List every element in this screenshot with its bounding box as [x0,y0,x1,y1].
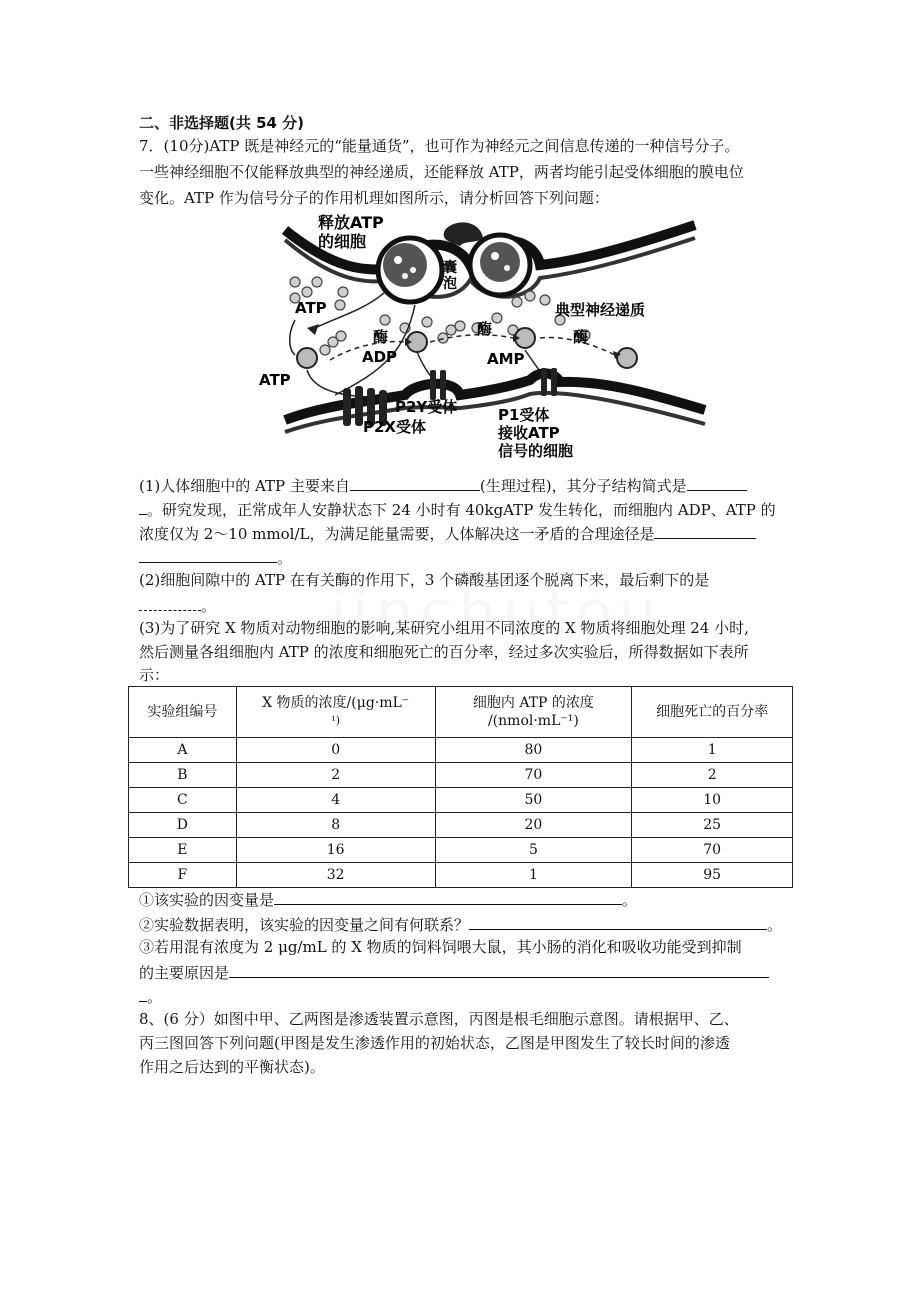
answer-blank-4[interactable] [139,594,201,611]
answer-blank-5[interactable] [274,890,622,905]
q7-sub1-text-c: 。研究发现，正常成年人安静状态下 24 小时有 40kgATP 发生转化，而细胞内 ADP、ATP 的 [147,501,776,519]
table-row: A 0 80 1 [129,738,793,763]
header-x-concentration: X 物质的浓度/(μg·mL⁻ ¹) [236,687,435,738]
label-release-cell-1: 释放ATP [318,213,384,232]
header-death-rate: 细胞死亡的百分率 [632,687,793,738]
label-enzyme-3: 酶 [573,328,589,346]
answer-blank-1[interactable] [350,474,480,491]
answer-blank-7[interactable] [229,961,769,978]
q7-sub3-line-1: (3)为了研究 X 物质对动物细胞的影响,某研究小组用不同浓度的 X 物质将细胞处理 24 小时, [139,619,749,637]
q7-q3-3-line-3 [139,985,162,1007]
label-enzyme-2: 酶 [477,320,493,338]
section-title: 二、非选择题(共 54 分) [139,114,305,132]
label-typical-transmitter: 典型神经递质 [555,301,646,319]
label-release-cell-2: 的细胞 [318,232,367,251]
q7-sub1-line-1 [139,474,747,496]
q7-sub1-text-b: (生理过程)，其分子结构简式是 [479,477,687,495]
label-amp: AMP [487,350,525,368]
label-adp: ADP [362,348,398,366]
label-receive-2: 信号的细胞 [498,442,574,460]
q7-q3-2-text: ②实验数据表明，该实验的因变量之间有何联系？ [139,916,470,934]
answer-blank-2b[interactable] [139,498,147,515]
q7-q3-1-text: ①该实验的因变量是 [139,891,275,909]
q7-intro-line-2: 一些神经细胞不仅能释放典型的神经递质，还能释放 ATP，两者均能引起受体细胞的膜电位 [139,163,744,181]
header-group-id: 实验组编号 [129,687,237,738]
label-enzyme-1: 酶 [373,328,389,346]
q7-sub1-line-4 [139,546,292,568]
q7-q3-3-line-2 [139,961,769,983]
answer-blank-3[interactable] [654,522,756,539]
q7-sub2-line-1: (2)细胞间隙中的 ATP 在有关酶的作用下，3 个磷酸基团逐个脱离下来，最后剩下的是 [139,571,710,589]
q7-sub1-text-e: 。 [277,549,293,567]
q8-line-1: 8、(6 分）如图中甲、乙两图是渗透装置示意图，丙图是根毛细胞示意图。请根据甲、乙、 [139,1010,739,1028]
answer-blank-6[interactable] [469,913,767,930]
table-row: C 4 50 10 [129,788,793,813]
q7-q3-2-end: 。 [767,916,783,934]
q7-sub3-line-3: 示： [139,666,170,684]
answer-blank-2[interactable] [687,474,747,491]
q7-sub3-line-2: 然后测量各组细胞内 ATP 的浓度和细胞死亡的百分率，经过多次实验后，所得数据如下表所 [139,643,749,661]
q7-q3-3-text-c: 。 [147,988,163,1006]
label-p2y: P2Y受体 [395,398,458,416]
label-p2x: P2X受体 [363,418,426,436]
label-vesicle-2: 泡 [443,276,457,292]
q7-q3-1-end: 。 [622,891,638,909]
q8-line-3: 作用之后达到的平衡状态)。 [139,1058,325,1076]
q7-sub2-line-2 [139,594,216,616]
q7-sub1-line-2 [139,498,776,520]
table-row: D 8 20 25 [129,813,793,838]
q7-sub1-text-d: 浓度仅为 2～10 mmol/L，为满足能量需要，人体解决这一矛盾的合理途径是 [139,525,655,543]
q7-intro-line-1: 7．(10分)ATP 既是神经元的“能量通货”，也可作为神经元之间信息传递的一种信号分子。 [139,137,740,155]
atp-signaling-diagram [255,210,715,465]
label-p1: P1受体 [498,406,550,424]
experiment-data-table [128,686,793,888]
table-header-row [129,687,793,738]
answer-blank-7b[interactable] [139,985,147,1002]
label-atp-left: ATP [259,371,291,389]
table-row: F 32 1 95 [129,863,793,888]
answer-blank-3b[interactable] [139,546,277,563]
q7-q3-3-text-b: 的主要原因是 [139,964,230,982]
q7-intro-line-3: 变化。ATP 作为信号分子的作用机理如图所示，请分析回答下列问题： [139,189,609,207]
label-atp-top: ATP [295,299,327,317]
label-vesicle-1: 囊 [443,260,457,276]
q7-sub1-line-3 [139,522,756,544]
q7-q3-2 [139,913,782,935]
header-atp-concentration: 细胞内 ATP 的浓度 /(nmol·mL⁻¹) [435,687,632,738]
q7-sub2-text-b: 。 [201,597,217,615]
q7-sub1-text-a: (1)人体细胞中的 ATP 主要来自 [139,477,350,495]
q7-q3-1 [139,890,637,910]
label-receive-1: 接收ATP [498,424,560,442]
q7-q3-3-line-1: ③若用混有浓度为 2 μg/mL 的 X 物质的饲料饲喂大鼠，其小肠的消化和吸收功能受到抑制 [139,938,742,956]
q8-line-2: 丙三图回答下列问题(甲图是发生渗透作用的初始状态，乙图是甲图发生了较长时间的渗透 [139,1034,730,1052]
table-row: E 16 5 70 [129,838,793,863]
table-row: B 2 70 2 [129,763,793,788]
